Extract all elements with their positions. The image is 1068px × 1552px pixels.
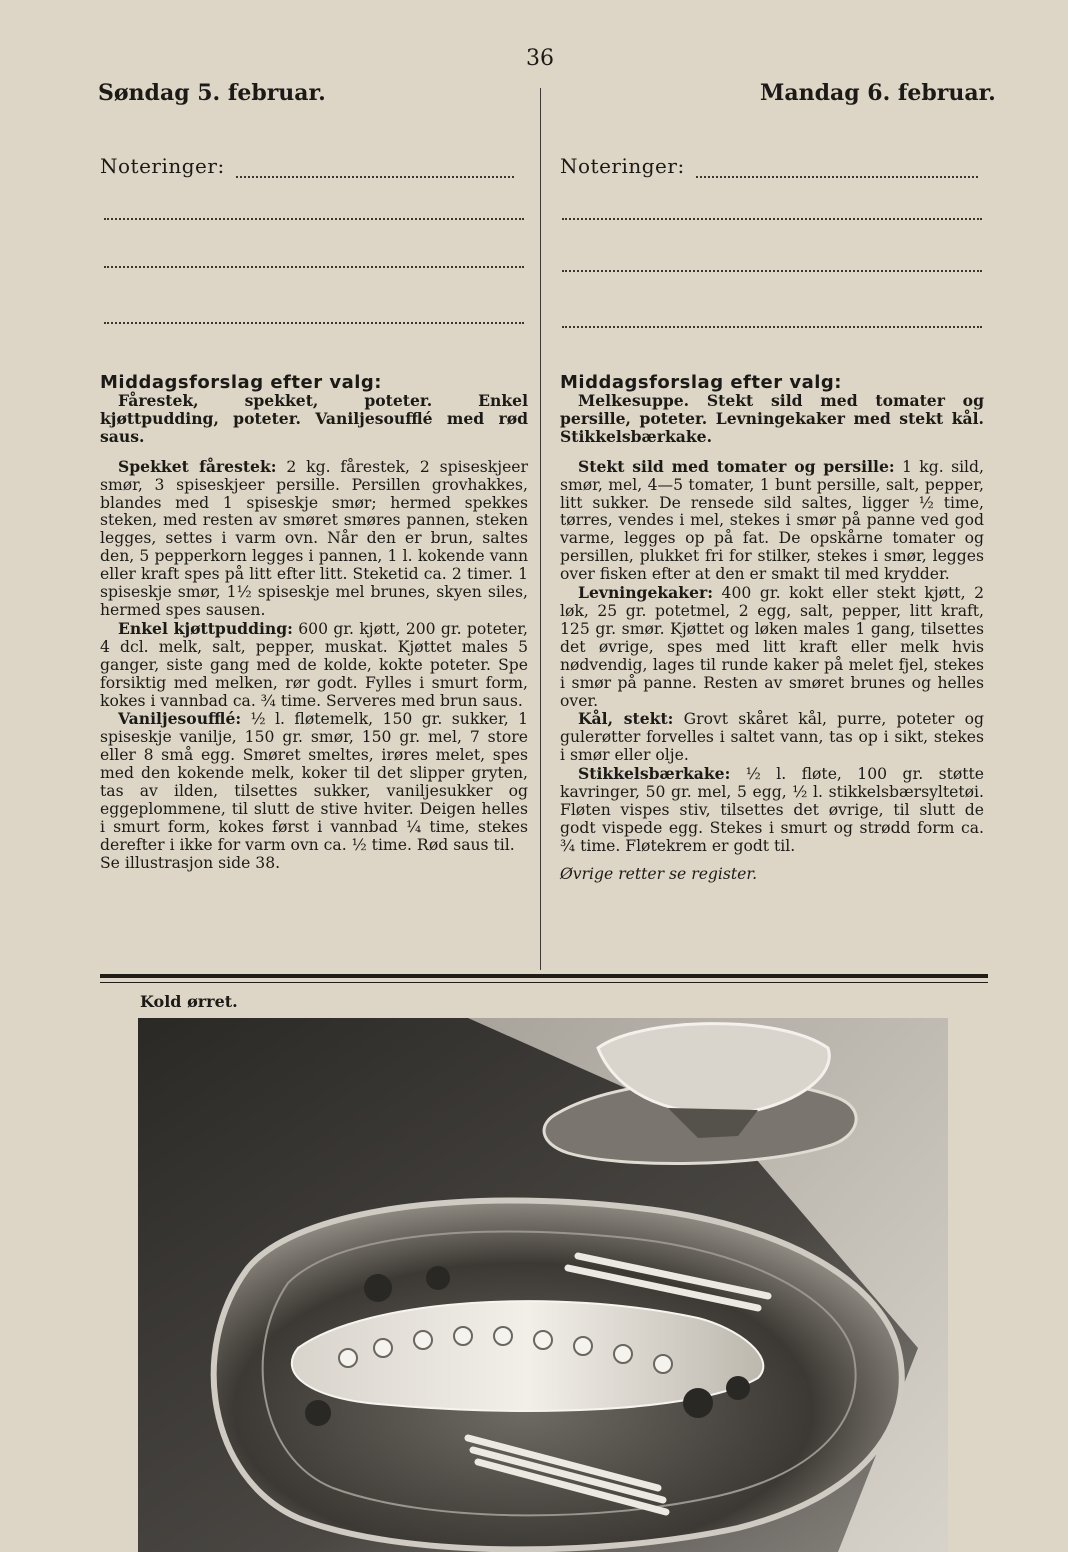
notes-dots	[236, 172, 514, 178]
recipe-body: ½ l. fløtemelk, 150 gr. sukker, 1 spiseskje vanilje, 150 gr. smør, 150 gr. mel, 7 store eller 8 små egg. Smøret smeltes, irøres melet, spes med den kokende melk, koker til det slipper gryten, tas av ilden, tilsettes sukker, vaniljesukker og eggeplommene, til slutt de stive hviter. Deigen helles i smurt form, kokes først i vannbad ¼ time, stekes derefter i ikke for varm ovn ca. ½ time. Rød saus til.	[100, 710, 528, 854]
illustration-photo	[138, 1018, 948, 1552]
notes-dots	[696, 172, 978, 178]
recipe-body: 2 kg. fårestek, 2 spiseskjeer smør, 3 spiseskjeer persille. Persillen grovhakkes, blandes med 1 spiseskje smør; hermed spekkes steken, med resten av smøret smøres pannen, steken legges, settes i varm ovn. Når den er brun, saltes den, 5 pepperkorn legges i pannen, 1 l. kokende vann eller kraft spes på litt efter litt. Steketid ca. 2 timer. 1 spiseskje smør, 1½ spiseskje mel brunes, skyen siles, hermed spes sausen.	[100, 457, 528, 619]
notes-line-2	[562, 270, 982, 272]
section-rule-thick	[100, 974, 988, 978]
footer-left: Se illustrasjon side 38.	[100, 853, 281, 872]
menu-right: Melkesuppe. Stekt sild med tomater og persille, poteter. Levningekaker med stekt kål. Stikkelsbærkake.	[560, 391, 984, 446]
recipe-body: 400 gr. kokt eller stekt kjøtt, 2 løk, 25 gr. potetmel, 2 egg, salt, pepper, litt kraft, 125 gr. smør. Kjøttet og løken males 1 gang, tilsettes det øvrige, spes med litt kraft eller melk hvis nødvendig, lages til runde kaker på melet fjel, stekes i smør på panne. Resten av smøret brunes og helles over.	[560, 584, 984, 710]
notes-label-right	[560, 154, 978, 178]
day-heading-left: Søndag 5. februar.	[98, 80, 326, 106]
recipe-text-right	[560, 392, 984, 884]
recipe-title: Kål, stekt:	[578, 709, 674, 729]
section-rule-thin	[100, 982, 988, 983]
footer-right: Øvrige retter se register.	[560, 864, 758, 883]
recipe-title: Vaniljesoufflé:	[118, 709, 242, 729]
recipe-body: Grovt skåret kål, purre, poteter og gulerøtter forvelles i saltet vann, tas op i sikt, stekes i smør eller olje.	[560, 710, 984, 765]
column-divider	[540, 88, 541, 970]
notes-line-3	[104, 322, 524, 324]
illustration-caption: Kold ørret.	[140, 992, 238, 1011]
recipe-title: Spekket fårestek:	[118, 456, 277, 476]
recipe-body: ½ l. fløte, 100 gr. støtte kavringer, 50 gr. mel, 5 egg, ½ l. stikkelsbærsyltetøi. Fløten vispes stiv, tilsettes det øvrige, til slutt de godt vispede egg. Stekes i smurt og strødd form ca. ¾ time. Fløtekrem er godt til.	[560, 765, 984, 855]
recipe-left-2	[100, 620, 528, 711]
suggestion-heading-right: Middagsforslag efter valg:	[560, 372, 842, 393]
notes-line-1	[104, 218, 524, 220]
notes-label-left	[100, 154, 514, 178]
recipe-left-1	[100, 458, 528, 620]
notes-label-text: Noteringer:	[560, 154, 685, 178]
notes-line-3	[562, 326, 982, 328]
notes-line-2	[104, 266, 524, 268]
recipe-title: Stekt sild med tomater og persille:	[578, 456, 895, 476]
recipe-body: 1 kg. sild, smør, mel, 4—5 tomater, 1 bunt persille, salt, pepper, litt sukker. De rensede sild saltes, ligger ½ time, tørres, vendes i mel, stekes i smør på panne ved god varme, legges op på fat. De opskårne tomater og persillen, plukket fri for stilker, stekes i smør, legges over fisken efter at den er smakt til med krydder.	[560, 457, 984, 584]
notes-label-text: Noteringer:	[100, 154, 225, 178]
recipe-right-3	[560, 710, 984, 765]
recipe-title: Stikkelsbærkake:	[578, 764, 731, 784]
notes-line-1	[562, 218, 982, 220]
recipe-right-1	[560, 458, 984, 584]
recipe-body: 600 gr. kjøtt, 200 gr. poteter, 4 dcl. melk, salt, pepper, muskat. Kjøttet males 5 ganger, siste gang med de kolde, kokte poteter. Spe forsiktig med melken, rør godt. Fylles i smurt form, kokes i vannbad ca. ¾ time. Serveres med brun saus.	[100, 619, 528, 710]
recipe-title: Enkel kjøttpudding:	[118, 618, 293, 638]
suggestion-heading-left: Middagsforslag efter valg:	[100, 372, 382, 393]
recipe-right-4	[560, 765, 984, 856]
recipe-left-3	[100, 710, 528, 854]
menu-left: Fårestek, spekket, poteter. Enkel kjøttpudding, poteter. Vaniljesoufflé med rød saus.	[100, 391, 528, 446]
recipe-text-left	[100, 392, 528, 873]
page-number: 36	[526, 46, 554, 71]
day-heading-right: Mandag 6. februar.	[760, 80, 996, 106]
recipe-right-2	[560, 584, 984, 710]
recipe-title: Levningekaker:	[578, 583, 713, 603]
